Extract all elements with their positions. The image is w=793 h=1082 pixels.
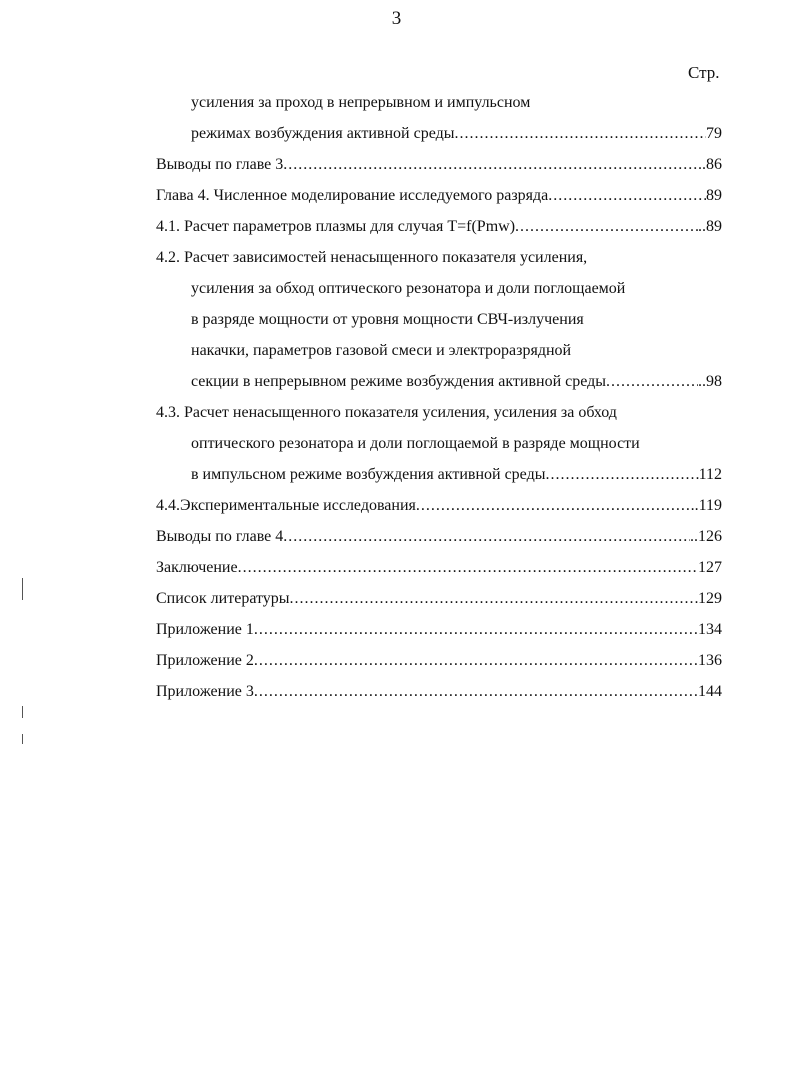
toc-entry	[156, 495, 722, 526]
toc-entry-title: 4.3. Расчет ненасыщенного показателя усиления, усиления за обход	[156, 404, 617, 421]
toc-dot-leader	[254, 681, 698, 703]
toc-entry	[156, 526, 722, 557]
toc-dot-leader	[454, 123, 706, 145]
toc-dot-leader	[416, 495, 691, 517]
toc-entry-page: 144	[698, 683, 722, 700]
toc-entry	[156, 650, 722, 681]
toc-dot-leader	[515, 216, 698, 238]
toc-dot-leader	[290, 588, 698, 610]
toc-entry-page: 89	[706, 187, 722, 204]
toc-entry-title: Приложение 2	[156, 652, 254, 669]
toc-entry-title: усиления за проход в непрерывном и импульсном	[191, 94, 531, 111]
toc-entry-title: усиления за обход оптического резонатора и доли поглощаемой	[191, 280, 626, 297]
toc-entry-page: ..126	[690, 528, 722, 545]
page-number: 3	[391, 8, 402, 29]
toc-entry	[156, 92, 722, 123]
scan-margin-mark	[22, 578, 23, 600]
toc-dot-leader	[283, 154, 698, 176]
toc-dot-leader	[254, 650, 698, 672]
toc-entry-title: 4.1. Расчет параметров плазмы для случая T=f(Pmw)	[156, 218, 516, 235]
toc-entry	[156, 340, 722, 371]
toc-entry-title: Приложение 3	[156, 683, 254, 700]
toc-entry-title: в импульсном режиме возбуждения активной среды	[191, 466, 546, 483]
toc-entry-page: 79	[706, 125, 722, 142]
toc-entry-title: в разряде мощности от уровня мощности СВЧ-излучения	[191, 311, 584, 328]
page-column-label: Стр.	[688, 63, 720, 82]
toc-entry-page: 136	[698, 652, 722, 669]
toc-entry-page: 112	[698, 466, 722, 483]
toc-entry	[156, 619, 722, 650]
toc-entry	[156, 309, 722, 340]
toc-entry-title: Глава 4. Численное моделирование исследуемого разряда	[156, 187, 549, 204]
toc-entry-page: 134	[698, 621, 722, 638]
toc-entry	[156, 402, 722, 433]
toc-entry-title: Приложение 1	[156, 621, 254, 638]
toc-dot-leader	[548, 185, 706, 207]
toc-entry	[156, 371, 722, 402]
toc-entry-title: 4.4.Экспериментальные исследования	[156, 497, 416, 514]
toc-entry-title: Заключение	[156, 559, 238, 576]
toc-entry-page: 129	[698, 590, 722, 607]
toc-entry-title: Выводы по главе 4	[156, 528, 284, 545]
toc-entry-page: ..98	[698, 373, 722, 390]
toc-entry	[156, 433, 722, 464]
scan-margin-mark	[22, 706, 23, 718]
toc-entry	[156, 278, 722, 309]
toc-entry-title: Список литературы	[156, 590, 290, 607]
toc-dot-leader	[283, 526, 690, 548]
toc-entry-title: оптического резонатора и доли поглощаемой в разряде мощности	[191, 435, 640, 452]
toc-entry-title: Выводы по главе 3	[156, 156, 284, 173]
toc-entry	[156, 464, 722, 495]
toc-entry-title: 4.2. Расчет зависимостей ненасыщенного показателя усиления,	[156, 249, 588, 266]
scan-margin-mark	[22, 734, 23, 744]
toc-dot-leader	[238, 557, 698, 579]
toc-entry	[156, 185, 722, 216]
toc-entry-title: режимах возбуждения активной среды	[191, 125, 455, 142]
toc-entry	[156, 588, 722, 619]
toc-entry	[156, 247, 722, 278]
toc-entry-page: ..119	[690, 497, 722, 514]
toc-entry	[156, 557, 722, 588]
toc-entry-page: ..89	[698, 218, 722, 235]
table-of-contents	[156, 92, 722, 712]
toc-entry	[156, 681, 722, 712]
toc-entry-page: 127	[698, 559, 722, 576]
toc-dot-leader	[254, 619, 698, 641]
toc-dot-leader	[545, 464, 698, 486]
toc-entry-page: ..86	[698, 156, 722, 173]
toc-entry	[156, 154, 722, 185]
toc-entry	[156, 216, 722, 247]
toc-dot-leader	[606, 371, 698, 393]
toc-entry-title: секции в непрерывном режиме возбуждения активной среды	[191, 373, 607, 390]
toc-entry-title: накачки, параметров газовой смеси и электроразрядной	[191, 342, 572, 359]
toc-entry	[156, 123, 722, 154]
